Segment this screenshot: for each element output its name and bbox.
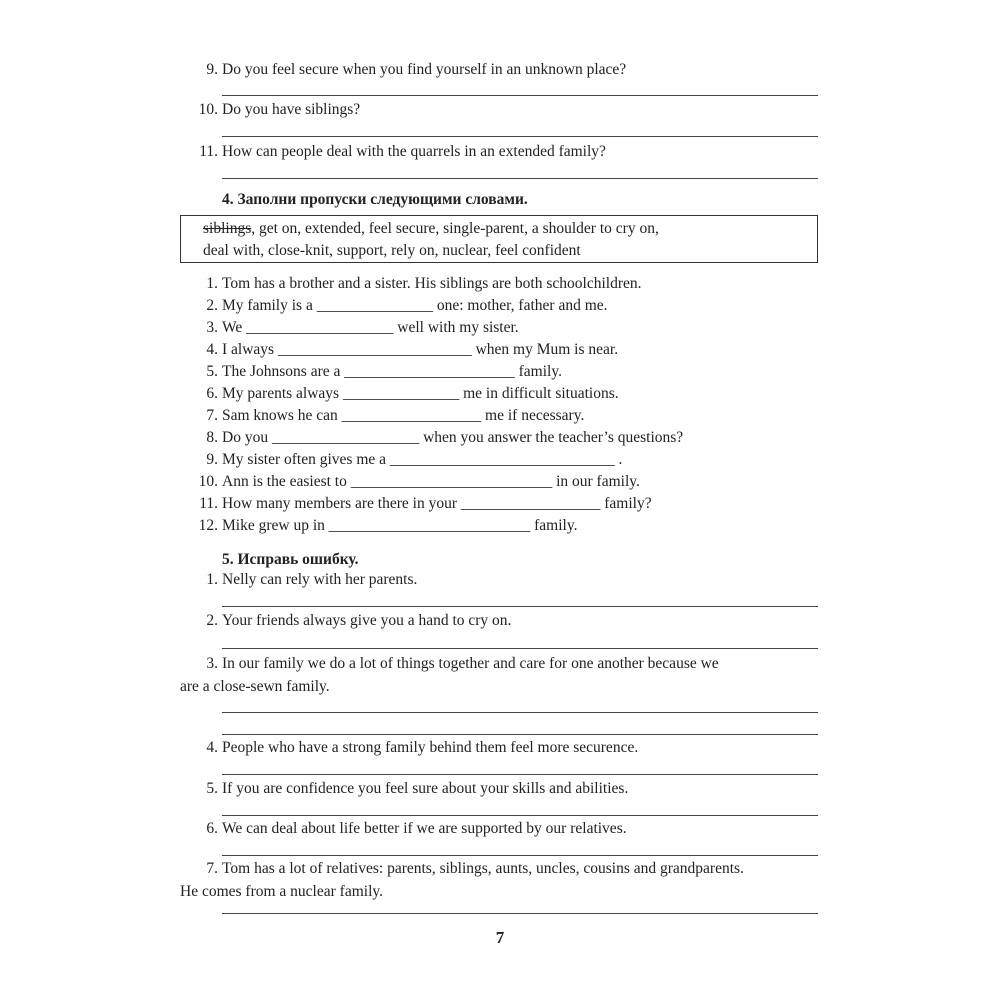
ex4-item: 10. Ann is the easiest to __________________________ in our family. <box>198 473 640 490</box>
answer-line <box>222 648 818 649</box>
ex5-item: 1. Nelly can rely with her parents. <box>206 571 418 588</box>
ex5-item: 5. If you are confidence you feel sure about your skills and abilities. <box>206 780 629 797</box>
answer-line <box>222 606 818 607</box>
ex5-item: 7. Tom has a lot of relatives: parents, siblings, aunts, uncles, cousins and grandparents. <box>206 860 744 877</box>
word-bank-line-1: siblings, get on, extended, feel secure, single-parent, a shoulder to cry on, <box>203 220 659 237</box>
ex5-item-continuation: He comes from a nuclear family. <box>180 883 383 900</box>
answer-line <box>222 815 818 816</box>
ex4-item: 2. My family is a _______________ one: mother, father and me. <box>206 297 608 314</box>
exercise-4-title: 4. Заполни пропуски следующими словами. <box>222 191 528 208</box>
ex4-item: 7. Sam knows he can __________________ me if necessary. <box>206 407 585 424</box>
ex5-item: 6. We can deal about life better if we are supported by our relatives. <box>206 820 627 837</box>
answer-line <box>222 913 818 914</box>
ex4-item: 6. My parents always _______________ me in difficult situations. <box>206 385 619 402</box>
struck-word: siblings <box>203 220 252 237</box>
word-bank-box <box>180 215 818 263</box>
ex4-item: 5. The Johnsons are a ______________________ family. <box>206 363 562 380</box>
page-number: 7 <box>495 928 505 947</box>
ex5-item: 4. People who have a strong family behind them feel more securence. <box>206 739 639 756</box>
ex4-item: 9. My sister often gives me a _____________________________ . <box>206 451 623 468</box>
ex4-item: 12. Mike grew up in __________________________ family. <box>198 517 578 534</box>
ex4-item: 11. How many members are there in your __________________ family? <box>199 495 652 512</box>
answer-line <box>222 774 818 775</box>
ex5-item: 3. In our family we do a lot of things together and care for one another because we <box>206 655 719 672</box>
answer-line <box>222 95 818 96</box>
ex5-item: 2. Your friends always give you a hand to cry on. <box>206 612 512 629</box>
answer-line <box>222 855 818 856</box>
answer-line <box>222 734 818 735</box>
question-11: 11. How can people deal with the quarrels in an extended family? <box>199 143 606 160</box>
exercise-5-title: 5. Исправь ошибку. <box>222 551 359 568</box>
answer-line <box>222 712 818 713</box>
question-10: 10. Do you have siblings? <box>198 101 361 118</box>
ex5-item-continuation: are a close-sewn family. <box>180 678 330 695</box>
ex4-item: 4. I always _________________________ when my Mum is near. <box>206 341 619 358</box>
ex4-item: 8. Do you ___________________ when you answer the teacher’s questions? <box>206 429 684 446</box>
word-bank-line-2: deal with, close-knit, support, rely on, nuclear, feel confident <box>203 242 581 259</box>
answer-line <box>222 136 818 137</box>
answer-line <box>222 178 818 179</box>
ex4-item: 1. Tom has a brother and a sister. His siblings are both schoolchildren. <box>206 275 642 292</box>
question-9: 9. Do you feel secure when you find yourself in an unknown place? <box>206 61 627 78</box>
ex4-item: 3. We ___________________ well with my sister. <box>206 319 519 336</box>
